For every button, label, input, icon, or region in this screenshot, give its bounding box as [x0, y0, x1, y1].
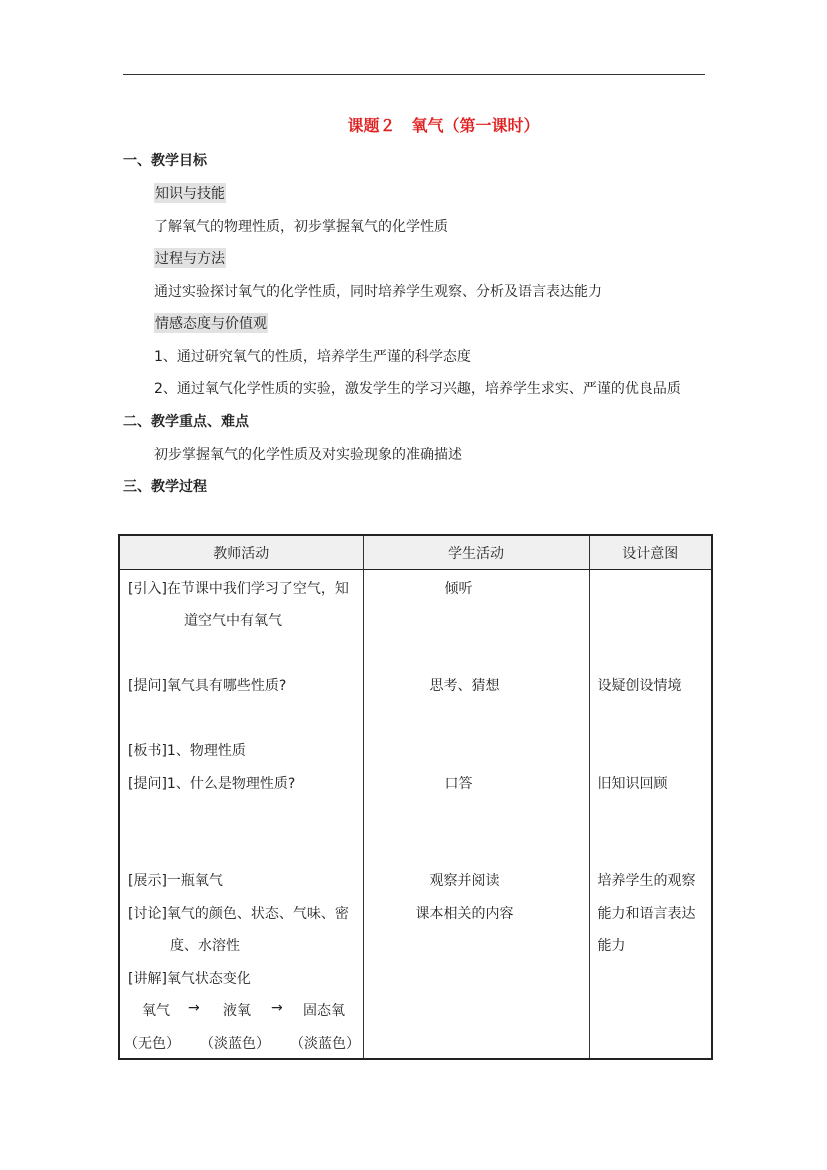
color-note: （淡蓝色） — [290, 1036, 360, 1052]
teacher-activity-cell — [119, 570, 363, 1060]
label-emotion: 情感态度与价值观 — [154, 313, 268, 333]
teacher-line: [展示]一瓶氧气 — [128, 873, 223, 889]
arrow-icon: → — [271, 1000, 283, 1016]
intent-line: 旧知识回顾 — [597, 776, 668, 792]
intent-line: 能力和语言表达 — [597, 906, 696, 922]
student-line: 课本相关的内容 — [415, 906, 514, 922]
text-knowledge: 了解氧气的物理性质，初步掌握氧气的化学性质 — [154, 219, 448, 235]
emotion-item: 1、通过研究氧气的性质，培养学生严谨的科学态度 — [154, 349, 471, 365]
teacher-line: [提问]1、什么是物理性质? — [128, 776, 296, 792]
arrow-icon: → — [188, 1000, 200, 1016]
heading-keypoints: 二、教学重点、难点 — [123, 414, 249, 430]
heading-process: 三、教学过程 — [123, 479, 207, 495]
lesson-table — [118, 534, 713, 1060]
state-solid: 固态氧 — [303, 1003, 345, 1019]
color-note: （淡蓝色） — [200, 1036, 270, 1052]
state-liquid: 液氧 — [223, 1003, 251, 1019]
teacher-line: 道空气中有氧气 — [184, 613, 282, 629]
table-row — [119, 570, 712, 1060]
design-intent-cell — [589, 570, 712, 1060]
text-process: 通过实验探讨氧气的化学性质，同时培养学生观察、分析及语言表达能力 — [154, 284, 602, 300]
label-knowledge: 知识与技能 — [154, 183, 226, 203]
intent-line: 能力 — [597, 938, 626, 954]
student-line: 口答 — [444, 776, 473, 792]
teacher-line: [提问]氧气具有哪些性质? — [128, 678, 287, 694]
state-oxygen: 氧气 — [142, 1003, 170, 1019]
header-rule — [123, 74, 705, 75]
text-keypoints: 初步掌握氧气的化学性质及对实验现象的准确描述 — [154, 447, 462, 463]
table-header-row — [119, 535, 712, 570]
page-title — [0, 113, 827, 136]
teacher-line: [讲解]氧气状态变化 — [128, 971, 251, 987]
heading-objectives: 一、教学目标 — [123, 153, 207, 169]
label-process: 过程与方法 — [154, 248, 226, 268]
student-line: 观察并阅读 — [429, 873, 500, 889]
student-line: 思考、猜想 — [429, 678, 500, 694]
intent-line: 培养学生的观察 — [597, 873, 696, 889]
header-intent: 设计意图 — [589, 535, 712, 570]
student-activity-cell — [363, 570, 589, 1060]
title-text: 课题２ 氧气（第一课时） — [347, 116, 540, 135]
student-line: 倾听 — [444, 581, 473, 597]
teacher-line: [引入]在节课中我们学习了空气，知 — [128, 581, 349, 597]
teacher-line: 度、水溶性 — [170, 938, 240, 954]
teacher-line: [讨论]氧气的颜色、状态、气味、密 — [128, 906, 349, 922]
intent-line: 设疑创设情境 — [597, 678, 682, 694]
teacher-line: [板书]1、物理性质 — [128, 743, 246, 759]
color-note: （无色） — [124, 1036, 180, 1052]
emotion-item: 2、通过氧气化学性质的实验，激发学生的学习兴趣，培养学生求实、严谨的优良品质 — [154, 381, 681, 397]
header-student: 学生活动 — [363, 535, 589, 570]
header-teacher: 教师活动 — [119, 535, 363, 570]
